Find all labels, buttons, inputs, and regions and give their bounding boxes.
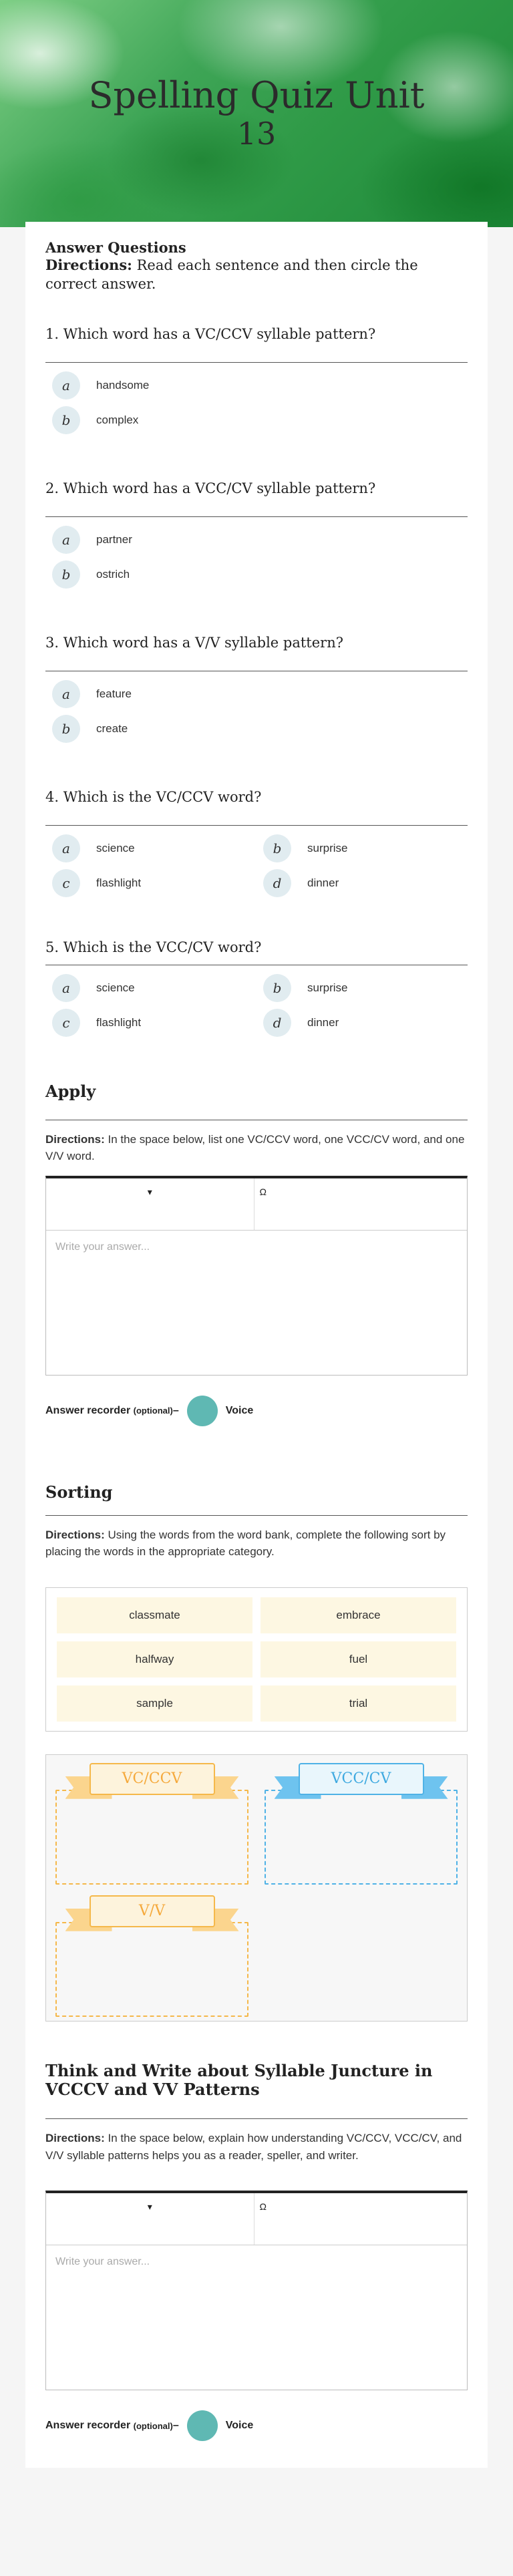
question-1-options	[45, 372, 468, 434]
question-3-options	[45, 681, 468, 742]
divider	[45, 1515, 468, 1516]
option-label: science	[96, 841, 135, 854]
format-dropdown-icon[interactable]: ▾	[147, 2201, 152, 2213]
sort-area	[45, 1754, 468, 2022]
option-letter-b[interactable]: b	[263, 974, 291, 1002]
sorting-heading: Sorting	[45, 1482, 113, 1502]
think-write-heading: Think and Write about Syllable Juncture in VCCCV and VV Patterns	[45, 2060, 433, 2100]
question-4-options	[45, 835, 468, 897]
option-b[interactable]	[256, 835, 468, 862]
option-c[interactable]	[45, 1009, 256, 1036]
recorder-label: Answer recorder	[45, 2420, 131, 2432]
category-v-v	[51, 1893, 252, 2020]
option-b[interactable]	[45, 561, 468, 588]
word-tile[interactable]: fuel	[261, 1641, 456, 1677]
option-label: flashlight	[96, 876, 142, 889]
option-d[interactable]	[256, 870, 468, 897]
record-voice-button[interactable]	[187, 1396, 218, 1426]
directions-text: In the space below, explain how understanding VC/CCV, VCC/CV, and V/V syllable patterns helps you as a reader, speller, and writer.	[45, 2132, 462, 2162]
question-3: 3. Which word has a V/V syllable pattern?	[45, 634, 343, 651]
option-letter-d[interactable]: d	[263, 1009, 291, 1037]
special-character-icon[interactable]: Ω	[254, 1178, 468, 1230]
option-a[interactable]	[45, 835, 256, 862]
directions-label: Directions:	[45, 1132, 105, 1146]
divider	[45, 516, 468, 517]
recorder-optional: (optional)	[133, 2420, 173, 2431]
editor-toolbar	[46, 2193, 467, 2245]
directions-text: In the space below, list one VC/CCV word, one VCC/CV word, and one V/V word.	[45, 1132, 465, 1163]
category-vc-ccv	[51, 1760, 252, 1887]
question-1: 1. Which word has a VC/CCV syllable pattern?	[45, 325, 376, 342]
option-letter-a[interactable]: a	[52, 371, 80, 399]
word-tile[interactable]: halfway	[57, 1641, 252, 1677]
special-character-icon[interactable]: Ω	[254, 2193, 468, 2245]
option-letter-b[interactable]: b	[52, 406, 80, 434]
editor-toolbar	[46, 1178, 467, 1231]
page-title	[0, 74, 513, 152]
option-letter-a[interactable]: a	[52, 974, 80, 1002]
voice-label: Voice	[225, 2420, 254, 2432]
divider	[45, 825, 468, 826]
option-label: surprise	[307, 841, 348, 854]
record-voice-button[interactable]	[187, 2410, 218, 2441]
option-a[interactable]	[45, 681, 468, 707]
question-5-options	[45, 975, 468, 1036]
option-letter-b[interactable]: b	[52, 715, 80, 743]
option-label: ostrich	[96, 567, 130, 581]
option-letter-a[interactable]: a	[52, 834, 80, 862]
option-label: dinner	[307, 876, 339, 889]
option-b[interactable]	[256, 975, 468, 1001]
think-answer-editor	[45, 2191, 468, 2390]
directions-label: Directions:	[45, 2132, 105, 2145]
think-answer-input[interactable]: Write your answer...	[55, 2256, 150, 2268]
category-ribbon	[65, 1895, 239, 1934]
directions-text: Using the words from the word bank, complete the following sort by placing the words in the appropriate category.	[45, 1528, 446, 1559]
category-ribbon	[275, 1763, 448, 1802]
option-label: create	[96, 721, 128, 735]
answer-questions-heading: Answer Questions	[45, 239, 186, 256]
option-label: flashlight	[96, 1015, 142, 1029]
option-b[interactable]	[45, 715, 468, 742]
word-tile[interactable]: classmate	[57, 1597, 252, 1633]
page-title-line1: Spelling Quiz Unit	[88, 74, 425, 116]
option-letter-b[interactable]: b	[263, 834, 291, 862]
word-bank	[45, 1587, 468, 1732]
option-label: handsome	[96, 378, 150, 391]
apply-directions	[45, 1131, 468, 1165]
option-d[interactable]	[256, 1009, 468, 1036]
option-a[interactable]	[45, 372, 468, 399]
think-directions	[45, 2130, 468, 2164]
answer-recorder	[45, 2410, 468, 2441]
option-label: dinner	[307, 1015, 339, 1029]
recorder-optional: (optional)	[133, 1406, 173, 1416]
option-letter-c[interactable]: c	[52, 869, 80, 897]
divider	[45, 2118, 468, 2119]
category-label: V/V	[90, 1895, 215, 1927]
apply-answer-editor	[45, 1176, 468, 1376]
sorting-directions	[45, 1526, 468, 1561]
option-label: surprise	[307, 981, 348, 994]
option-a[interactable]	[45, 526, 468, 553]
category-vcc-cv	[261, 1760, 462, 1887]
option-label: complex	[96, 413, 139, 426]
word-tile[interactable]: embrace	[261, 1597, 456, 1633]
question-5: 5. Which is the VCC/CV word?	[45, 939, 262, 955]
recorder-label: Answer recorder	[45, 1404, 131, 1416]
category-label: VC/CCV	[90, 1763, 215, 1795]
apply-answer-input[interactable]: Write your answer...	[55, 1241, 150, 1253]
question-2: 2. Which word has a VCC/CV syllable pattern?	[45, 480, 376, 496]
directions-label: Directions:	[45, 1528, 105, 1541]
category-ribbon	[65, 1763, 239, 1802]
page-title-line2: 13	[236, 115, 277, 152]
option-letter-d[interactable]: d	[263, 869, 291, 897]
option-letter-a[interactable]: a	[52, 526, 80, 554]
recorder-dash: –	[172, 1404, 179, 1416]
voice-label: Voice	[225, 1404, 254, 1416]
recorder-dash: –	[172, 2420, 179, 2432]
answer-recorder	[45, 1396, 468, 1426]
word-tile[interactable]: trial	[261, 1685, 456, 1722]
question-4: 4. Which is the VC/CCV word?	[45, 788, 262, 805]
option-label: feature	[96, 687, 132, 700]
divider	[45, 362, 468, 363]
directions-text: Read each sentence and then circle the correct answer.	[45, 257, 418, 293]
format-dropdown-icon[interactable]: ▾	[147, 1186, 152, 1197]
option-letter-c[interactable]: c	[52, 1009, 80, 1037]
apply-heading: Apply	[45, 1081, 96, 1101]
category-label: VCC/CV	[299, 1763, 424, 1795]
header-banner	[0, 0, 513, 227]
option-label: science	[96, 981, 135, 994]
option-b[interactable]	[45, 407, 468, 434]
option-letter-a[interactable]: a	[52, 680, 80, 708]
option-letter-b[interactable]: b	[52, 560, 80, 589]
option-label: partner	[96, 532, 132, 546]
option-c[interactable]	[45, 870, 256, 897]
drop-zone[interactable]	[55, 1922, 248, 2017]
word-tile[interactable]: sample	[57, 1685, 252, 1722]
question-2-options	[45, 526, 468, 588]
worksheet-card	[25, 222, 488, 2468]
option-a[interactable]	[45, 975, 256, 1001]
answer-directions	[45, 256, 468, 294]
drop-zone[interactable]	[265, 1790, 458, 1885]
drop-zone[interactable]	[55, 1790, 248, 1885]
directions-label: Directions:	[45, 257, 132, 273]
